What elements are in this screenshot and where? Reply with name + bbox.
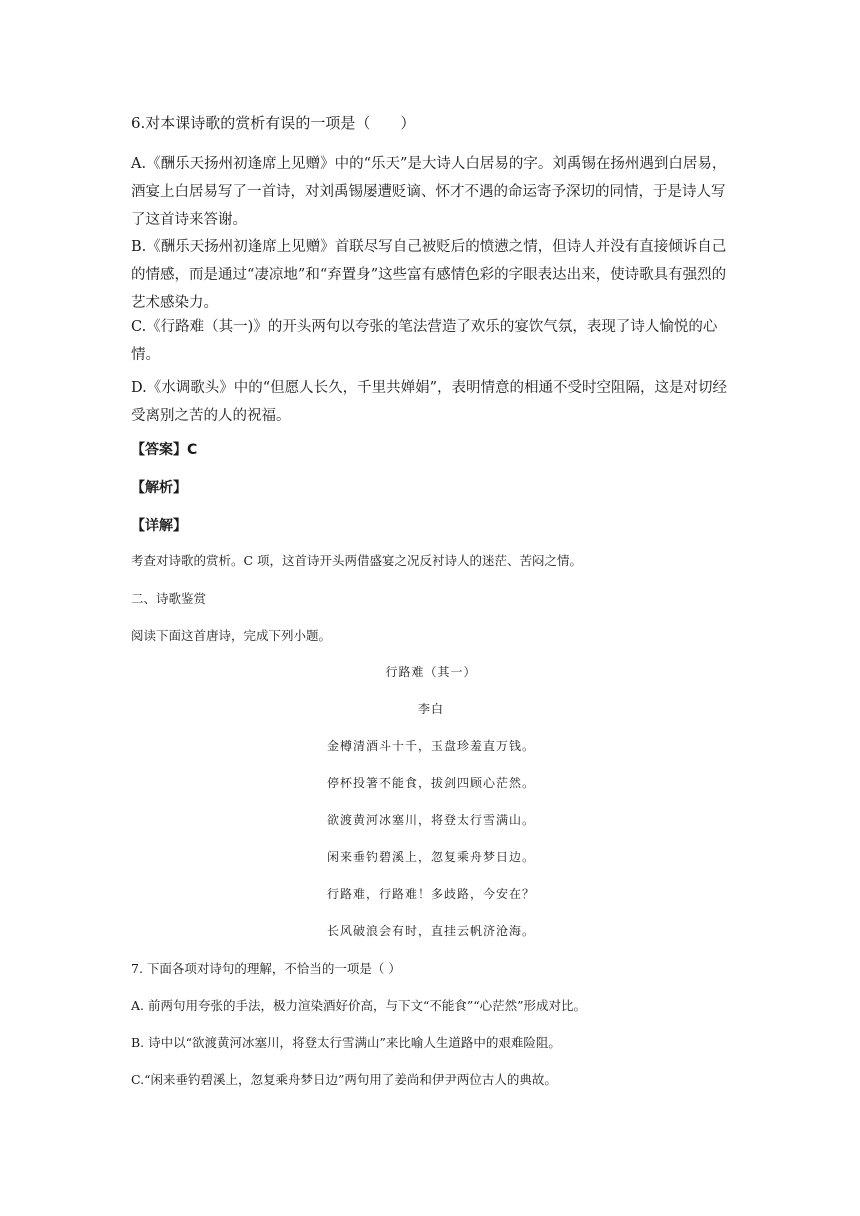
poem-line: 欲渡黄河冰塞川，将登太行雪满山。 [326,813,535,827]
poem-line: 停杯投箸不能食，拔剑四顾心茫然。 [326,776,535,790]
question-6-stem: 6.对本课诗歌的赏析有误的一项是（ ） [131,114,416,132]
question-7-option-b: B. 诗中以“欲渡黄河冰塞川，将登太行雪满山”来比喻人生道路中的艰难险阻。 [131,1035,561,1050]
question-7-option-a: A. 前两句用夸张的手法，极力渲染酒好价高，与下文“不能食”“心茫然”形成对比。 [131,998,587,1013]
section-heading: 二、诗歌鉴赏 [131,591,207,606]
poem-line: 行路难，行路难！多歧路，今安在？ [326,887,535,901]
detail-label: 【详解】 [131,518,187,534]
analysis-label: 【解析】 [131,480,187,496]
poem-line: 闲来垂钓碧溪上，忽复乘舟梦日边。 [326,850,535,864]
poem-line: 长风破浪会有时，直挂云帆济沧海。 [326,924,535,938]
section-instruction: 阅读下面这首唐诗，完成下列小题。 [131,628,332,643]
answer-label: 【答案】C [131,442,198,458]
poem-title: 行路难（其一） [385,665,477,679]
poem-line: 金樽清酒斗十千，玉盘珍羞直万钱。 [326,739,535,753]
question-6-option-b: B.《酬乐天扬州初逢席上见赠》首联尽写自己被贬后的愤懑之情，但诗人并没有直接倾诉自己的情感，而是通过“凄凉地”和“弃置身”这些富有感情色彩的字眼表达出来，使诗歌具有强烈的艺术感染力。 [131,239,727,311]
poem-author: 李白 [417,702,444,716]
question-7-stem: 7. 下面各项对诗句的理解，不恰当的一项是（ ） [131,961,401,976]
question-6-option-a: A.《酬乐天扬州初逢席上见赠》中的“乐天”是大诗人白居易的字。刘禹锡在扬州遇到白居易，酒宴上白居易写了一首诗，对刘禹锡屡遭贬谪、怀才不遇的命运寄予深切的同情，于是诗人写了这首诗来答谢。 [131,156,727,228]
question-6-option-c: C.《行路难（其一)》的开头两句以夸张的笔法营造了欢乐的宴饮气氛，表现了诗人愉悦的心情。 [131,319,718,363]
question-7-option-c: C.“闲来垂钓碧溪上，忽复乘舟梦日边”两句用了姜尚和伊尹两位古人的典故。 [131,1072,557,1087]
question-6-option-d: D.《水调歌头》中的“但愿人长久，千里共婵娟”，表明情意的相通不受时空阻隔，这是对切经受离别之苦的人的祝福。 [131,380,728,424]
detail-text: 考查对诗歌的赏析。C 项，这首诗开头两借盛宴之况反衬诗人的迷茫、苦闷之情。 [131,553,583,568]
